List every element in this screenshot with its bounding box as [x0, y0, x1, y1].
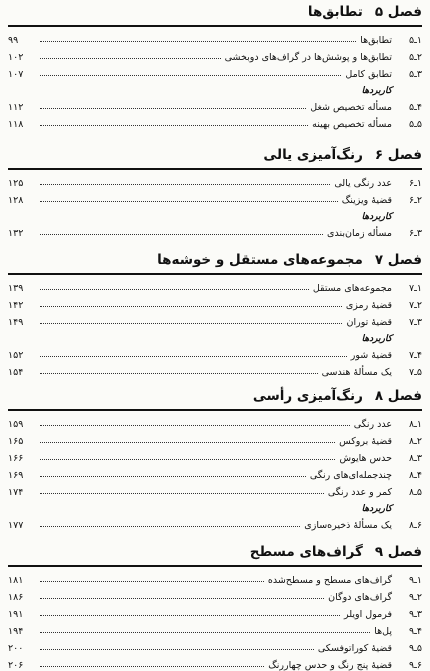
section-title: یک مسألهٔ ذخیره‌سازی: [304, 520, 392, 531]
toc-entry[interactable]: [8, 430, 422, 447]
toc-entry[interactable]: [8, 654, 422, 671]
page-number: ۱۱۲: [8, 102, 24, 113]
section-number: ۳ـ۵: [408, 69, 422, 80]
toc-entry[interactable]: [8, 464, 422, 481]
toc-entry[interactable]: [8, 113, 422, 130]
toc-entry[interactable]: [8, 277, 422, 294]
section-title: تطابق‌ها و پوشش‌ها در گراف‌های دوبخشی: [224, 52, 392, 63]
dot-leader: [40, 184, 330, 185]
section-number: ۳ـ۷: [408, 317, 422, 328]
toc-entry[interactable]: [8, 514, 422, 531]
section-number: ۲ـ۵: [408, 52, 422, 63]
page-number: ۲۰۶: [8, 660, 24, 671]
section-title: گراف‌های دوگان: [328, 592, 392, 603]
section-number: ۲ـ۸: [408, 436, 422, 447]
section-title: تطابق کامل: [345, 69, 392, 80]
chapter-number: فصل ۵: [374, 4, 422, 20]
section-number: ۴ـ۹: [408, 626, 422, 637]
page-number: ۱۵۹: [8, 419, 24, 430]
chapter-number: فصل ۶: [374, 147, 422, 163]
page-number: ۱۷۴: [8, 487, 24, 498]
page-number: ۱۱۸: [8, 119, 24, 130]
section-title: قضیهٔ کوراتوفسکی: [317, 643, 392, 654]
dot-leader: [40, 493, 324, 494]
dot-leader: [40, 425, 350, 426]
applications-label: کاربردها: [361, 334, 392, 344]
section-number: ۲ـ۶: [408, 195, 422, 206]
section-number: ۳ـ۹: [408, 609, 422, 620]
chapter-rule: [8, 25, 422, 27]
page-number: ۱۶۹: [8, 470, 24, 481]
section-title: حدس هایوش: [339, 453, 392, 464]
toc-entry[interactable]: [8, 344, 422, 361]
page-number: ۱۳۹: [8, 283, 24, 294]
page-number: ۹۹: [8, 35, 19, 46]
chapter-title: تطابق‌ها: [307, 4, 363, 20]
dot-leader: [40, 442, 335, 443]
dot-leader: [40, 58, 221, 59]
page-number: ۲۰۰: [8, 643, 24, 654]
section-title: مسأله زمان‌بندی: [327, 228, 392, 239]
toc-entry[interactable]: [8, 620, 422, 637]
section-number: ۱ـ۸: [408, 419, 422, 430]
page-number: ۱۸۱: [8, 575, 24, 586]
dot-leader: [40, 75, 341, 76]
chapter-6: [8, 145, 422, 239]
section-number: ۵ـ۸: [408, 487, 422, 498]
chapter-number: فصل ۸: [374, 388, 422, 404]
chapter-number: فصل ۷: [374, 252, 422, 268]
chapter-9: [8, 542, 422, 671]
dot-leader: [40, 108, 306, 109]
section-number: ۵ـ۵: [408, 119, 422, 130]
chapter-header: [8, 145, 422, 165]
chapter-header: [8, 250, 422, 270]
page-number: ۱۶۵: [8, 436, 24, 447]
section-title: قضیهٔ شور: [350, 350, 392, 361]
section-title: یک مسألهٔ هندسی: [321, 367, 392, 378]
section-title: پل‌ها: [374, 626, 392, 637]
dot-leader: [40, 615, 340, 616]
page-number: ۱۲۵: [8, 178, 24, 189]
section-number: ۶ـ۹: [408, 660, 422, 671]
toc-entry[interactable]: [8, 96, 422, 113]
section-number: ۲ـ۷: [408, 300, 422, 311]
page-number: ۱۹۱: [8, 609, 24, 620]
dot-leader: [40, 201, 338, 202]
dot-leader: [40, 666, 264, 667]
section-title: قضیهٔ بروکس: [339, 436, 392, 447]
section-number: ۱ـ۶: [408, 178, 422, 189]
section-number: ۱ـ۵: [408, 35, 422, 46]
toc-entry[interactable]: [8, 586, 422, 603]
dot-leader: [40, 476, 306, 477]
chapter-title: رنگ‌آمیزی رأسی: [252, 388, 363, 404]
chapter-header: [8, 2, 422, 22]
toc-entry[interactable]: [8, 46, 422, 63]
dot-leader: [40, 323, 342, 324]
toc-entry[interactable]: [8, 603, 422, 620]
dot-leader: [40, 649, 314, 650]
chapter-7: [8, 250, 422, 378]
page-number: ۱۳۲: [8, 228, 24, 239]
dot-leader: [40, 581, 264, 582]
section-title: تطابق‌ها: [360, 35, 392, 46]
chapter-title: گراف‌های مسطح: [249, 544, 363, 560]
dot-leader: [40, 526, 300, 527]
toc-entry[interactable]: [8, 189, 422, 206]
section-number: ۱ـ۹: [408, 575, 422, 586]
chapter-rule: [8, 273, 422, 275]
page-number: ۱۰۷: [8, 69, 24, 80]
toc-entry[interactable]: [8, 413, 422, 430]
toc-entry[interactable]: [8, 481, 422, 498]
toc-entry[interactable]: [8, 447, 422, 464]
section-title: قضیهٔ رمزی: [345, 300, 392, 311]
chapter-number: فصل ۹: [374, 544, 422, 560]
dot-leader: [40, 289, 309, 290]
toc-entry[interactable]: [8, 172, 422, 189]
chapter-rule: [8, 565, 422, 567]
toc-entry[interactable]: [8, 294, 422, 311]
section-number: ۲ـ۹: [408, 592, 422, 603]
dot-leader: [40, 234, 323, 235]
applications-label: کاربردها: [361, 86, 392, 96]
toc-entry[interactable]: [8, 311, 422, 328]
applications-label: کاربردها: [361, 504, 392, 514]
chapter-header: [8, 386, 422, 406]
section-number: ۴ـ۸: [408, 470, 422, 481]
section-title: قضیهٔ ویزینگ: [341, 195, 392, 206]
chapter-rule: [8, 168, 422, 170]
applications-label: کاربردها: [361, 212, 392, 222]
chapter-5: [8, 2, 422, 130]
toc-entry[interactable]: [8, 569, 422, 586]
toc-entry[interactable]: [8, 63, 422, 80]
section-title: چندجمله‌ای‌های رنگی: [309, 470, 392, 481]
page-number: ۱۴۹: [8, 317, 24, 328]
dot-leader: [40, 306, 342, 307]
dot-leader: [40, 598, 324, 599]
section-title: فرمول اویلر: [344, 609, 392, 620]
toc-entry[interactable]: [8, 637, 422, 654]
toc-entry[interactable]: [8, 361, 422, 378]
chapter-header: [8, 542, 422, 562]
chapter-8: [8, 386, 422, 531]
page-number: ۱۰۲: [8, 52, 24, 63]
page-number: ۱۹۴: [8, 626, 24, 637]
chapter-title: مجموعه‌های مستقل و خوشه‌ها: [157, 252, 363, 268]
dot-leader: [40, 632, 370, 633]
section-number: ۵ـ۹: [408, 643, 422, 654]
section-title: قضیهٔ پنج رنگ و حدس چهاررنگ: [268, 660, 392, 671]
section-title: مسأله تخصیص بهینه: [312, 119, 392, 130]
section-title: مسأله تخصیص شغل: [310, 102, 392, 113]
section-title: قضیهٔ توران: [346, 317, 392, 328]
section-title: عدد رنگی یالی: [334, 178, 392, 189]
page-number: ۱۶۶: [8, 453, 24, 464]
page-number: ۱۷۷: [8, 520, 24, 531]
section-title: مجموعه‌های مستقل: [312, 283, 392, 294]
chapter-rule: [8, 409, 422, 411]
chapter-title: رنگ‌آمیزی یالی: [263, 147, 363, 163]
section-title: عدد رنگی: [353, 419, 392, 430]
section-number: ۱ـ۷: [408, 283, 422, 294]
section-number: ۳ـ۸: [408, 453, 422, 464]
toc-entry[interactable]: [8, 222, 422, 239]
dot-leader: [40, 459, 335, 460]
page-number: ۱۸۶: [8, 592, 24, 603]
section-number: ۵ـ۷: [408, 367, 422, 378]
section-number: ۳ـ۶: [408, 228, 422, 239]
dot-leader: [40, 373, 318, 374]
page-number: ۱۵۴: [8, 367, 24, 378]
section-number: ۴ـ۵: [408, 102, 422, 113]
dot-leader: [40, 41, 356, 42]
dot-leader: [40, 356, 347, 357]
page-number: ۱۲۸: [8, 195, 24, 206]
toc-entry[interactable]: [8, 29, 422, 46]
section-number: ۶ـ۸: [408, 520, 422, 531]
page-number: ۱۵۲: [8, 350, 24, 361]
section-title: گراف‌های مسطح و مسطح‌شده: [267, 575, 392, 586]
dot-leader: [40, 125, 308, 126]
section-title: کمر و عدد رنگی: [327, 487, 392, 498]
page-number: ۱۴۲: [8, 300, 24, 311]
section-number: ۴ـ۷: [408, 350, 422, 361]
